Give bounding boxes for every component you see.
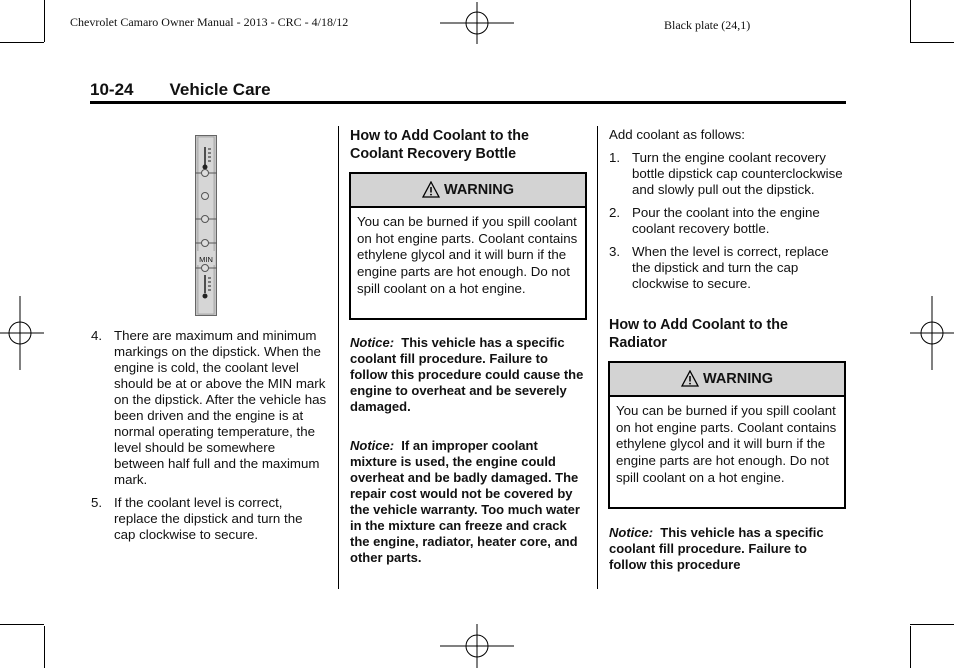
column-divider — [597, 126, 598, 589]
dipstick-illustration — [195, 135, 217, 316]
plate-label: Black plate (24,1) — [664, 18, 751, 32]
document-title: Chevrolet Camaro Owner Manual - 2013 - CRC - 4/18/12 — [70, 15, 349, 29]
step-number: 1. — [609, 150, 621, 165]
crop-mark — [0, 624, 44, 625]
radiator-heading: How to Add Coolant to the Radiator — [609, 317, 788, 351]
notice-label: Notice: — [350, 438, 395, 453]
warning-text: You can be burned if you spill coolant on hot engine parts. Coolant contains ethylene glycol and it will burn if the engine parts are hot enough. Do not spill coolant on a hot engine. — [616, 403, 837, 485]
list-item — [609, 205, 849, 237]
step-number: 3. — [609, 244, 621, 259]
registration-mark-bottom — [440, 624, 514, 668]
warning-triangle-icon — [422, 181, 440, 199]
notice-paragraph — [609, 525, 843, 573]
step-text: Turn the engine coolant recovery bottle dipstick cap counterclockwise and slowly pull out the dipstick. — [632, 150, 843, 197]
intro-text: Add coolant as follows: — [609, 127, 746, 142]
notice-label: Notice: — [350, 335, 395, 350]
step-number: 5. — [91, 495, 103, 510]
section-rule — [90, 101, 846, 104]
notice-text: This vehicle has a specific coolant fill procedure. Failure to follow this procedure — [609, 525, 824, 572]
warning-label: WARNING — [702, 371, 774, 387]
dipstick-graphic — [195, 135, 217, 316]
warning-header — [351, 174, 585, 208]
section-title: Vehicle Care — [169, 80, 271, 99]
step-number: 2. — [609, 205, 621, 220]
registration-mark-top — [440, 2, 514, 48]
crop-mark — [0, 42, 44, 43]
column-divider — [338, 126, 339, 589]
step-text: When the level is correct, replace the dipstick and turn the cap clockwise to secure. — [632, 244, 829, 291]
crop-mark — [44, 0, 45, 42]
section-heading — [90, 80, 271, 100]
registration-mark-left — [0, 296, 44, 370]
page-number: 10-24 — [90, 80, 134, 99]
crop-mark — [910, 42, 954, 43]
coolant-bottle-heading: How to Add Coolant to the Coolant Recovery Bottle — [350, 128, 529, 162]
column1-steps — [91, 328, 327, 550]
crop-mark — [910, 0, 911, 42]
step-text: Pour the coolant into the engine coolant recovery bottle. — [632, 205, 820, 236]
warning-header — [610, 363, 844, 397]
list-item — [91, 328, 327, 488]
min-label: MIN — [199, 255, 213, 264]
notice-text: If an improper coolant mixture is used, the engine could overheat and be badly damaged. The repair cost would not be covered by the vehicle warranty. Too much water in the mixture can freeze and crack the engine, radiator, heater core, and other parts. — [350, 438, 580, 565]
list-item — [91, 495, 327, 543]
warning-box — [608, 361, 846, 509]
notice-label: Notice: — [609, 525, 654, 540]
list-item — [609, 244, 849, 292]
warning-text: You can be burned if you spill coolant on hot engine parts. Coolant contains ethylene glycol and it will burn if the engine parts are hot enough. Do not spill coolant on a hot engine. — [357, 214, 578, 296]
warning-triangle-icon — [681, 370, 699, 388]
notice-text: This vehicle has a specific coolant fill procedure. Failure to follow this procedure could cause the engine to overheat and be severely damaged. — [350, 335, 584, 414]
step-text: If the coolant level is correct, replace the dipstick and turn the cap clockwise to secure. — [114, 495, 303, 542]
warning-box — [349, 172, 587, 320]
notice-paragraph — [350, 438, 588, 566]
crop-mark — [910, 626, 911, 668]
list-item — [609, 150, 849, 198]
step-number: 4. — [91, 328, 103, 343]
column3-steps — [609, 150, 849, 299]
registration-mark-right — [910, 296, 954, 370]
notice-paragraph — [350, 335, 584, 415]
step-text: There are maximum and minimum markings on the dipstick. When the engine is cold, the coolant level should be at or above the MIN mark on the dipstick. After the vehicle has been driven and the engine is at normal operating temperature, the level should be somewhere between half full and the maximum mark. — [114, 328, 327, 487]
crop-mark — [910, 624, 954, 625]
crop-mark — [44, 626, 45, 668]
warning-label: WARNING — [443, 182, 515, 198]
